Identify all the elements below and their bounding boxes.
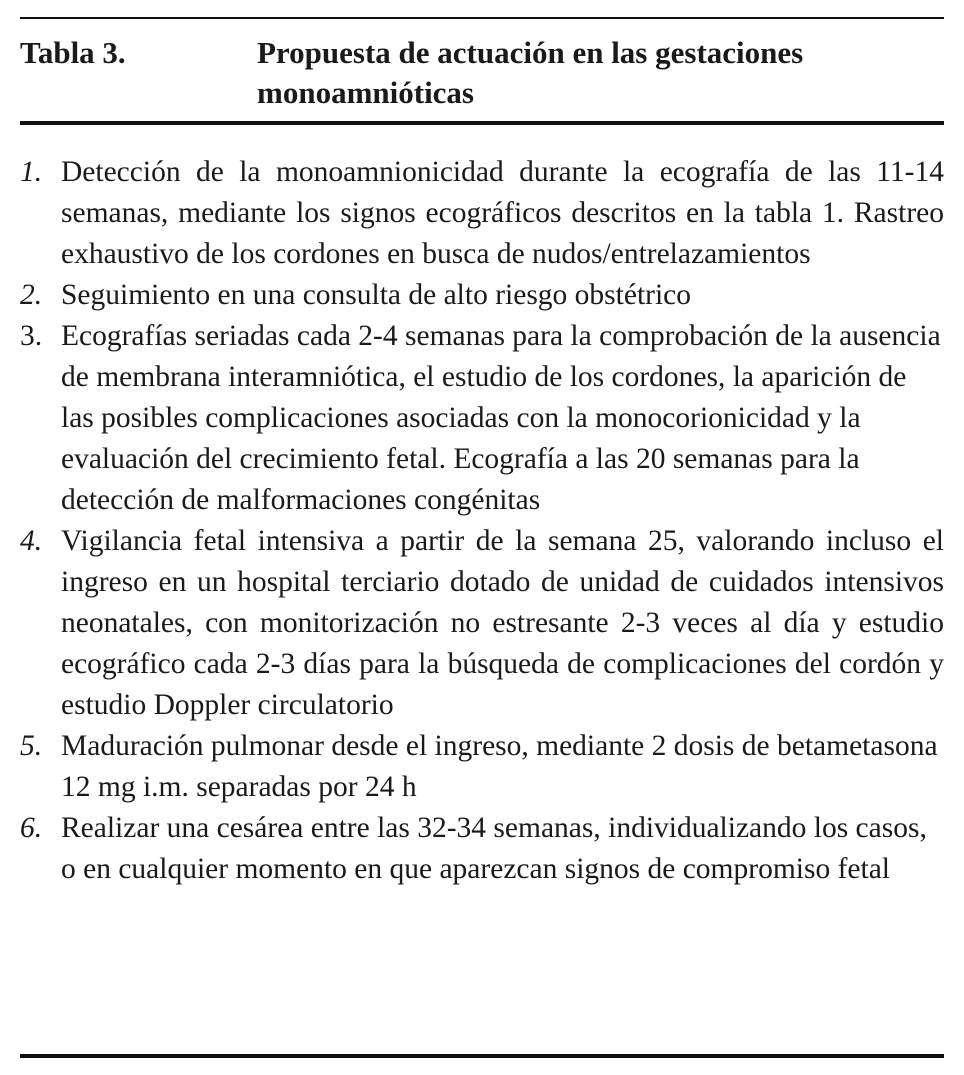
- item-text: Seguimiento en una consulta de alto riesgo obstétrico: [61, 279, 692, 311]
- item-number: 3.: [20, 320, 43, 352]
- item-number: 1.: [20, 156, 43, 188]
- item-text: Vigilancia fetal intensiva a partir de la semana 25, valorando incluso el ingreso en un hospital terciario dotado de unidad de cuidados intensivos neonatales, con monitorización no estresante 2-3 veces al día y estudio ecográfico cada 2-3 días para la búsqueda de complicaciones del cordón y estudio Doppler circulatorio: [61, 525, 944, 721]
- list-item: [20, 275, 944, 316]
- top-rule: [20, 17, 944, 19]
- header-rule: [20, 121, 944, 125]
- bottom-rule: [20, 1054, 944, 1058]
- item-text: Ecografías seriadas cada 2-4 semanas para la comprobación de la ausencia de membrana interamniótica, el estudio de los cordones, la aparición de las posibles complicaciones asociadas con la monocorionicidad y la evaluación del crecimiento fetal. Ecografía a las 20 semanas para la detección de malformaciones congénitas: [61, 320, 941, 516]
- item-text: Maduración pulmonar desde el ingreso, mediante 2 dosis de betametasona 12 mg i.m. separadas por 24 h: [61, 730, 938, 803]
- item-text: Detección de la monoamnionicidad durante la ecografía de las 11-14 semanas, mediante los signos ecográficos descritos en la tabla 1. Rastreo exhaustivo de los cordones en busca de nudos/entrelazamientos: [61, 156, 944, 270]
- table-title: Propuesta de actuación en las gestaciones monoamnióticas: [257, 35, 804, 110]
- list-item: [20, 152, 944, 275]
- list-item: [20, 726, 944, 808]
- table-label: Tabla 3.: [20, 35, 126, 70]
- list-item: [20, 808, 944, 890]
- item-number: 6.: [20, 812, 43, 844]
- list-item: [20, 316, 944, 521]
- item-number: 5.: [20, 730, 43, 762]
- item-number: 2.: [20, 279, 43, 311]
- item-text: Realizar una cesárea entre las 32-34 semanas, individualizando los casos, o en cualquier momento en que aparezcan signos de compromiso fetal: [61, 812, 927, 885]
- item-number: 4.: [20, 525, 43, 557]
- list-item: [20, 521, 944, 726]
- recommendation-list: [20, 152, 944, 890]
